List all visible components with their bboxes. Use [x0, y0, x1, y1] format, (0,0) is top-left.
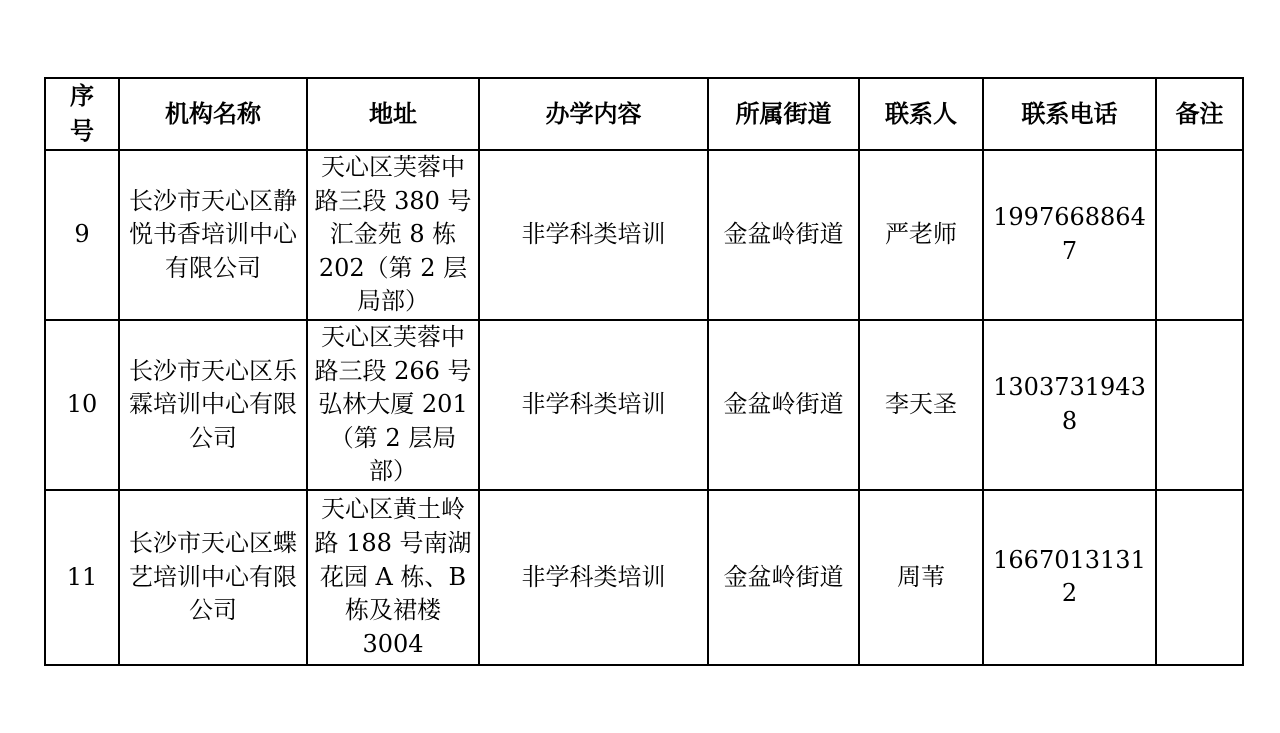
cell-phone: 19976688647	[983, 150, 1156, 320]
cell-remarks	[1156, 150, 1243, 320]
cell-street: 金盆岭街道	[708, 490, 859, 665]
cell-teaching-content: 非学科类培训	[479, 490, 708, 665]
table-row	[45, 150, 1243, 320]
cell-address: 天心区黄土岭路 188 号南湖花园 A 栋、B 栋及裙楼 3004	[307, 490, 479, 665]
cell-address: 天心区芙蓉中路三段 380 号汇金苑 8 栋 202（第 2 层局部）	[307, 150, 479, 320]
cell-serial-number: 11	[45, 490, 119, 665]
cell-street: 金盆岭街道	[708, 320, 859, 490]
cell-phone: 16670131312	[983, 490, 1156, 665]
header-serial-number	[45, 78, 119, 150]
cell-institution-name: 长沙市天心区乐霖培训中心有限公司	[119, 320, 307, 490]
cell-remarks	[1156, 320, 1243, 490]
cell-phone: 13037319438	[983, 320, 1156, 490]
table-row	[45, 320, 1243, 490]
cell-institution-name: 长沙市天心区蝶艺培训中心有限公司	[119, 490, 307, 665]
cell-address: 天心区芙蓉中路三段 266 号弘林大厦 201（第 2 层局部）	[307, 320, 479, 490]
header-phone: 联系电话	[983, 78, 1156, 150]
institutions-table	[44, 77, 1244, 666]
cell-contact-person: 周苇	[859, 490, 983, 665]
cell-contact-person: 严老师	[859, 150, 983, 320]
header-street: 所属街道	[708, 78, 859, 150]
institutions-table-container	[44, 77, 1244, 666]
header-address: 地址	[307, 78, 479, 150]
cell-contact-person: 李天圣	[859, 320, 983, 490]
header-remarks: 备注	[1156, 78, 1243, 150]
header-contact-person: 联系人	[859, 78, 983, 150]
cell-serial-number: 9	[45, 150, 119, 320]
cell-serial-number: 10	[45, 320, 119, 490]
cell-institution-name: 长沙市天心区静悦书香培训中心有限公司	[119, 150, 307, 320]
table-row	[45, 490, 1243, 665]
cell-teaching-content: 非学科类培训	[479, 320, 708, 490]
cell-teaching-content: 非学科类培训	[479, 150, 708, 320]
header-institution-name: 机构名称	[119, 78, 307, 150]
cell-remarks	[1156, 490, 1243, 665]
header-serial-number-label: 序号	[70, 81, 94, 145]
cell-street: 金盆岭街道	[708, 150, 859, 320]
header-teaching-content: 办学内容	[479, 78, 708, 150]
table-header-row	[45, 78, 1243, 150]
